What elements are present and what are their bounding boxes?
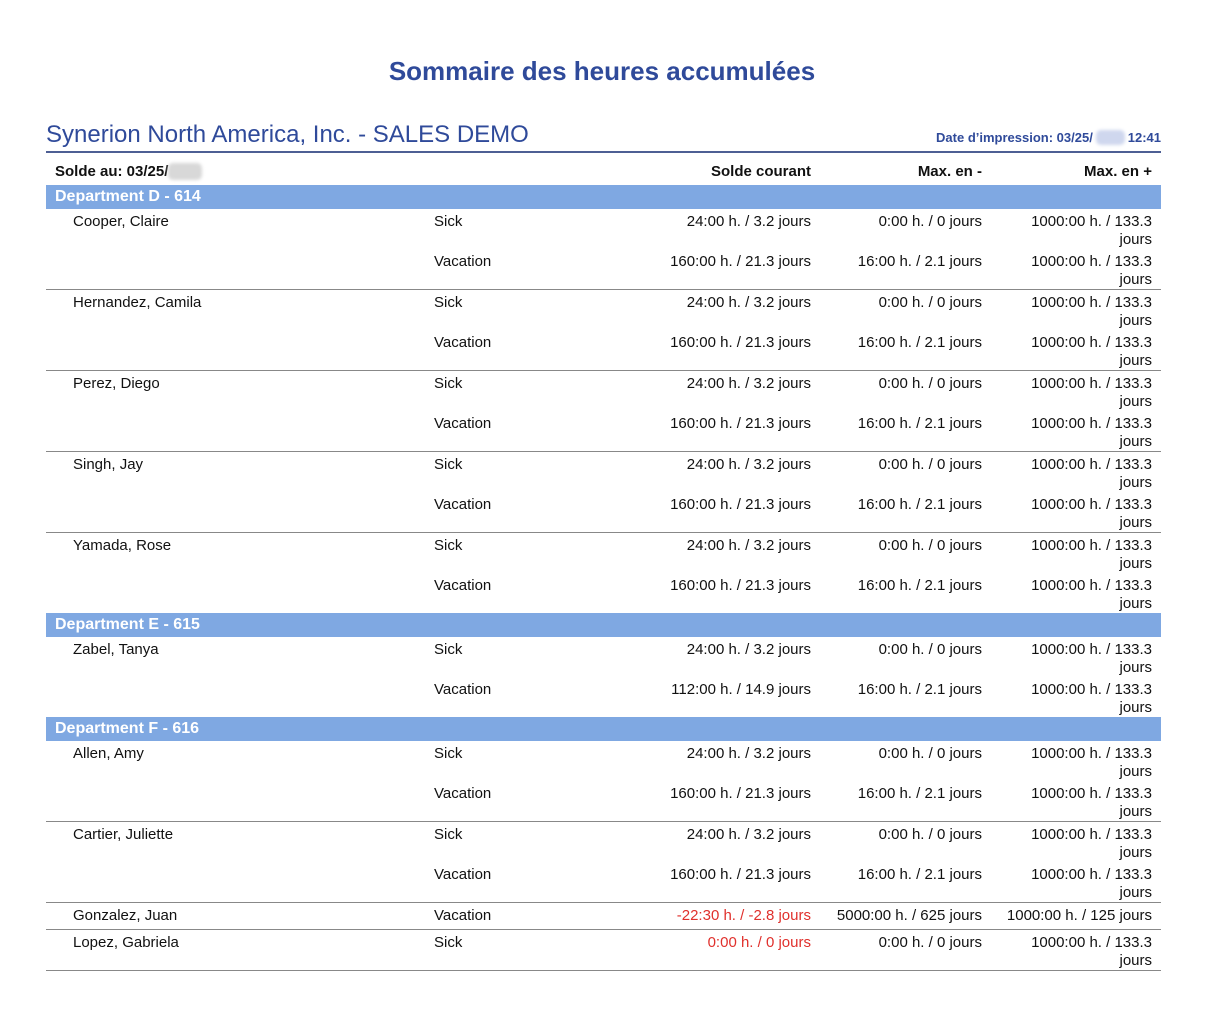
balance-type: Sick bbox=[434, 537, 463, 554]
employee-row bbox=[46, 533, 1161, 613]
current-balance: 160:00 h. / 21.3 jours bbox=[670, 577, 811, 594]
employee-name: Cartier, Juliette bbox=[73, 826, 174, 843]
print-time: 12:41 bbox=[1127, 130, 1161, 145]
balance-line bbox=[46, 452, 1161, 492]
balance-type: Sick bbox=[434, 934, 463, 951]
max-minus-value: 0:00 h. / 0 jours bbox=[878, 375, 982, 392]
max-plus-value: 1000:00 h. / 133.3 jours bbox=[1031, 334, 1152, 369]
employee-name: Allen, Amy bbox=[73, 745, 144, 762]
max-plus-value: 1000:00 h. / 133.3 jours bbox=[1031, 641, 1152, 676]
header-divider bbox=[46, 151, 1161, 153]
employee-name: Yamada, Rose bbox=[73, 537, 172, 554]
balance-type: Sick bbox=[434, 456, 463, 473]
max-plus-value: 1000:00 h. / 133.3 jours bbox=[1031, 294, 1152, 329]
balance-line bbox=[46, 637, 1161, 677]
employee-row bbox=[46, 637, 1161, 717]
balance-line bbox=[46, 573, 1161, 613]
max-plus-value: 1000:00 h. / 133.3 jours bbox=[1031, 213, 1152, 248]
balance-type: Vacation bbox=[434, 253, 492, 270]
max-minus-value: 0:00 h. / 0 jours bbox=[878, 641, 982, 658]
employee-row bbox=[46, 209, 1161, 290]
balance-type: Sick bbox=[434, 641, 463, 658]
current-balance: 24:00 h. / 3.2 jours bbox=[686, 456, 811, 473]
balance-type: Vacation bbox=[434, 785, 492, 802]
current-balance: 24:00 h. / 3.2 jours bbox=[686, 826, 811, 843]
balance-line bbox=[46, 330, 1161, 370]
balance-date-label: Solde au: 03/25/ bbox=[55, 163, 169, 180]
print-date-year-redacted bbox=[1096, 130, 1125, 145]
max-minus-value: 0:00 h. / 0 jours bbox=[878, 745, 982, 762]
employee-row bbox=[46, 290, 1161, 371]
balance-line bbox=[46, 677, 1161, 717]
balance-type: Sick bbox=[434, 375, 463, 392]
balance-line bbox=[46, 371, 1161, 411]
max-plus-value: 1000:00 h. / 133.3 jours bbox=[1031, 496, 1152, 531]
balance-line bbox=[46, 741, 1161, 781]
employee-row bbox=[46, 903, 1161, 930]
employee-name: Cooper, Claire bbox=[73, 213, 169, 230]
balance-line bbox=[46, 492, 1161, 532]
print-date-label: Date d’impression: 03/25/ bbox=[936, 130, 1093, 145]
current-balance: -22:30 h. / -2.8 jours bbox=[676, 907, 811, 924]
max-minus-value: 0:00 h. / 0 jours bbox=[878, 294, 982, 311]
balance-type: Vacation bbox=[434, 415, 492, 432]
max-plus-value: 1000:00 h. / 133.3 jours bbox=[1031, 253, 1152, 288]
max-plus-value: 1000:00 h. / 133.3 jours bbox=[1031, 415, 1152, 450]
max-minus-value: 16:00 h. / 2.1 jours bbox=[857, 415, 982, 432]
print-date bbox=[936, 130, 1161, 145]
balance-type: Vacation bbox=[434, 496, 492, 513]
balance-type: Sick bbox=[434, 826, 463, 843]
balance-line bbox=[46, 249, 1161, 289]
current-balance: 0:00 h. / 0 jours bbox=[707, 934, 811, 951]
report-body bbox=[46, 185, 1161, 971]
balance-type: Sick bbox=[434, 745, 463, 762]
current-balance: 160:00 h. / 21.3 jours bbox=[670, 334, 811, 351]
current-balance: 160:00 h. / 21.3 jours bbox=[670, 496, 811, 513]
department-header: Department D - 614 bbox=[46, 185, 1161, 209]
max-minus-value: 0:00 h. / 0 jours bbox=[878, 537, 982, 554]
employee-name: Singh, Jay bbox=[73, 456, 144, 473]
max-minus-value: 0:00 h. / 0 jours bbox=[878, 934, 982, 951]
balance-date bbox=[55, 163, 202, 180]
max-minus-value: 16:00 h. / 2.1 jours bbox=[857, 496, 982, 513]
current-balance: 24:00 h. / 3.2 jours bbox=[686, 641, 811, 658]
balance-type: Vacation bbox=[434, 907, 492, 924]
current-balance: 112:00 h. / 14.9 jours bbox=[671, 681, 811, 698]
max-minus-value: 0:00 h. / 0 jours bbox=[878, 456, 982, 473]
current-balance: 160:00 h. / 21.3 jours bbox=[670, 785, 811, 802]
balance-type: Sick bbox=[434, 294, 463, 311]
balance-line bbox=[46, 533, 1161, 573]
balance-line bbox=[46, 862, 1161, 902]
max-minus-value: 0:00 h. / 0 jours bbox=[878, 213, 982, 230]
employee-row bbox=[46, 822, 1161, 903]
balance-line bbox=[46, 209, 1161, 249]
balance-line bbox=[46, 930, 1161, 970]
current-balance: 24:00 h. / 3.2 jours bbox=[686, 294, 811, 311]
current-balance: 160:00 h. / 21.3 jours bbox=[670, 415, 811, 432]
column-max-plus: Max. en + bbox=[1084, 163, 1152, 180]
column-current-balance: Solde courant bbox=[710, 163, 811, 180]
max-minus-value: 16:00 h. / 2.1 jours bbox=[857, 681, 982, 698]
employee-name: Perez, Diego bbox=[73, 375, 160, 392]
current-balance: 24:00 h. / 3.2 jours bbox=[686, 745, 811, 762]
employee-row bbox=[46, 371, 1161, 452]
max-plus-value: 1000:00 h. / 133.3 jours bbox=[1031, 866, 1152, 901]
employee-row bbox=[46, 930, 1161, 971]
employee-row bbox=[46, 452, 1161, 533]
employee-name: Gonzalez, Juan bbox=[73, 907, 178, 924]
max-minus-value: 16:00 h. / 2.1 jours bbox=[857, 577, 982, 594]
employee-row bbox=[46, 741, 1161, 822]
company-name: Synerion North America, Inc. - SALES DEMO bbox=[46, 121, 529, 148]
max-plus-value: 1000:00 h. / 133.3 jours bbox=[1031, 934, 1152, 969]
balance-type: Vacation bbox=[434, 681, 492, 698]
balance-line bbox=[46, 411, 1161, 451]
report-title: Sommaire des heures accumulées bbox=[388, 56, 816, 86]
balance-line bbox=[46, 781, 1161, 821]
current-balance: 24:00 h. / 3.2 jours bbox=[686, 375, 811, 392]
max-plus-value: 1000:00 h. / 133.3 jours bbox=[1031, 745, 1152, 780]
column-header-row bbox=[46, 155, 1161, 185]
max-plus-value: 1000:00 h. / 133.3 jours bbox=[1031, 537, 1152, 572]
max-minus-value: 5000:00 h. / 625 jours bbox=[836, 907, 982, 924]
department-header: Department F - 616 bbox=[46, 717, 1161, 741]
max-minus-value: 0:00 h. / 0 jours bbox=[878, 826, 982, 843]
balance-line bbox=[46, 903, 1161, 929]
max-plus-value: 1000:00 h. / 133.3 jours bbox=[1031, 456, 1152, 491]
max-minus-value: 16:00 h. / 2.1 jours bbox=[857, 866, 982, 883]
employee-name: Zabel, Tanya bbox=[73, 641, 159, 658]
balance-type: Vacation bbox=[434, 334, 492, 351]
balance-type: Sick bbox=[434, 213, 463, 230]
balance-type: Vacation bbox=[434, 866, 492, 883]
balance-line bbox=[46, 290, 1161, 330]
max-minus-value: 16:00 h. / 2.1 jours bbox=[857, 253, 982, 270]
employee-name: Hernandez, Camila bbox=[73, 294, 202, 311]
balance-line bbox=[46, 822, 1161, 862]
current-balance: 24:00 h. / 3.2 jours bbox=[686, 213, 811, 230]
employee-name: Lopez, Gabriela bbox=[73, 934, 179, 951]
balance-year-redacted bbox=[168, 163, 201, 180]
max-plus-value: 1000:00 h. / 133.3 jours bbox=[1031, 577, 1152, 612]
max-plus-value: 1000:00 h. / 133.3 jours bbox=[1031, 826, 1152, 861]
current-balance: 160:00 h. / 21.3 jours bbox=[670, 253, 811, 270]
max-minus-value: 16:00 h. / 2.1 jours bbox=[857, 785, 982, 802]
balance-type: Vacation bbox=[434, 577, 492, 594]
max-plus-value: 1000:00 h. / 133.3 jours bbox=[1031, 785, 1152, 820]
max-plus-value: 1000:00 h. / 133.3 jours bbox=[1031, 375, 1152, 410]
max-plus-value: 1000:00 h. / 133.3 jours bbox=[1031, 681, 1152, 716]
max-plus-value: 1000:00 h. / 125 jours bbox=[1006, 907, 1152, 924]
department-header: Department E - 615 bbox=[46, 613, 1161, 637]
column-max-minus: Max. en - bbox=[917, 163, 982, 180]
current-balance: 24:00 h. / 3.2 jours bbox=[686, 537, 811, 554]
current-balance: 160:00 h. / 21.3 jours bbox=[670, 866, 811, 883]
max-minus-value: 16:00 h. / 2.1 jours bbox=[857, 334, 982, 351]
